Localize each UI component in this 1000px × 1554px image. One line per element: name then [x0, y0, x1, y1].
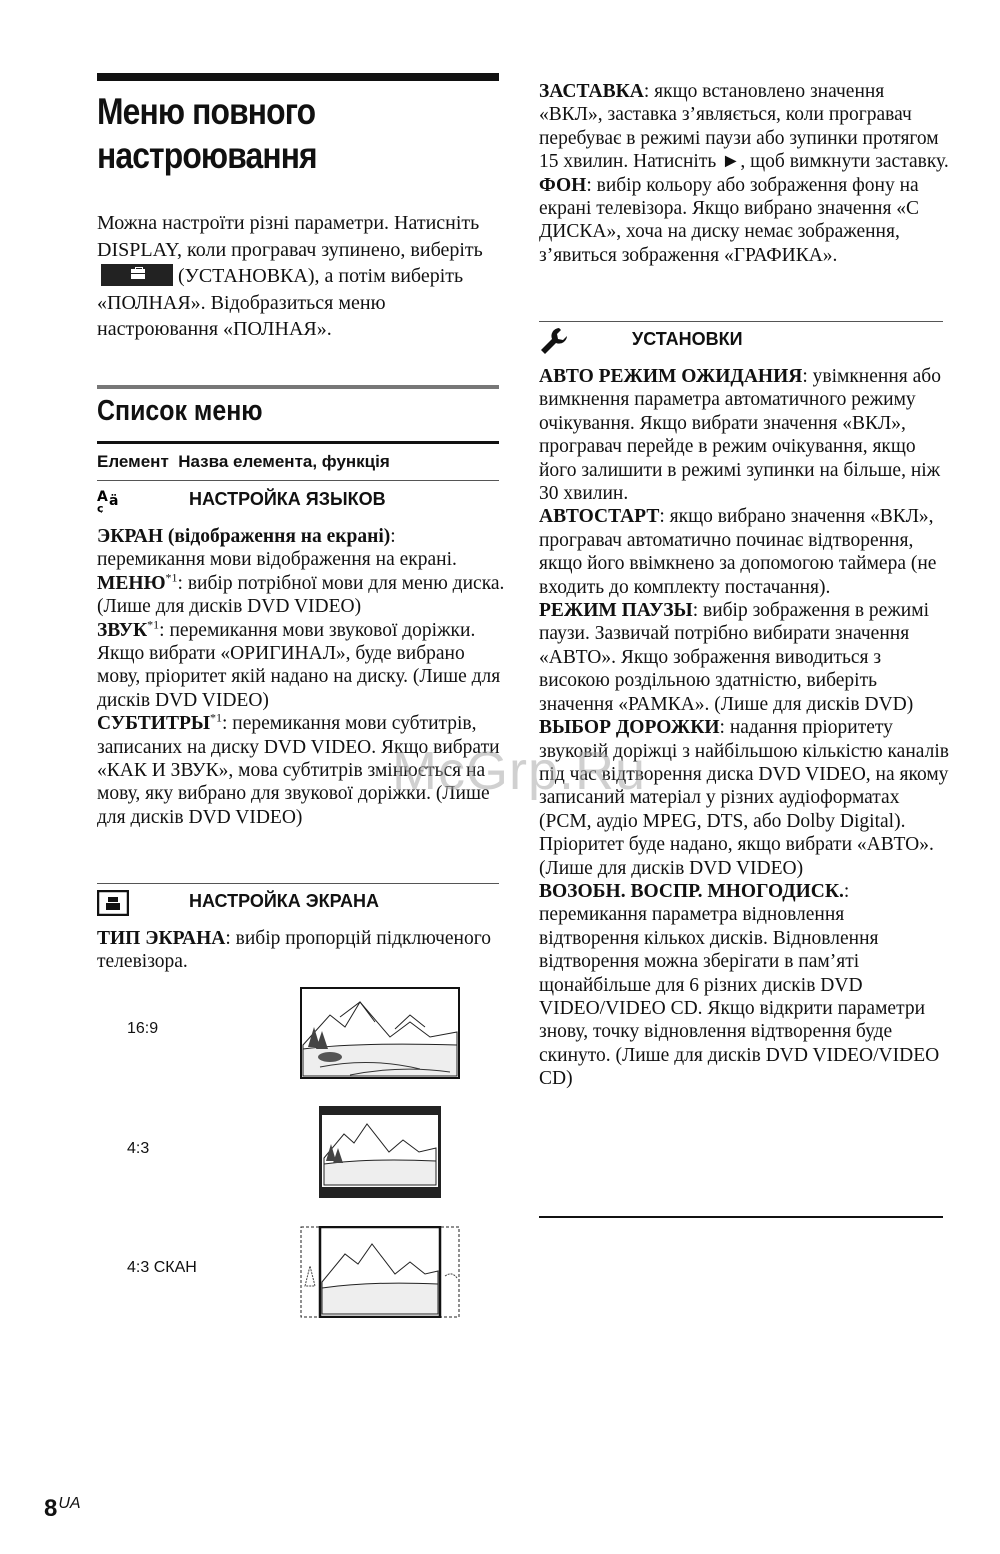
list-item: ЗВУК$^{*1}$: перемикання мови звукової доріжки. Якщо вибрати «ОРИГИНАЛ», буде вибрано мову, пріоритет якій надано на диску. (Лише для дисків DVD VIDEO)	[97, 617, 501, 711]
wrench-icon	[539, 326, 569, 361]
toolbox-icon	[101, 264, 173, 286]
language-section-title: НАСТРОЙКА ЯЗЫКОВ	[189, 489, 386, 509]
divider	[97, 480, 499, 481]
menu-list-title: Список меню	[97, 395, 263, 427]
svg-text:A: A	[97, 489, 108, 505]
widescreen-illustration	[300, 987, 460, 1079]
title-rule	[97, 73, 499, 81]
list-item: ТИП ЭКРАНА: вибір пропорцій підключеного телевізора.	[97, 928, 491, 973]
svg-text:ä: ä	[109, 493, 119, 509]
standard-screen-illustration	[319, 1106, 441, 1198]
table-header: Елемент Назва елемента, функція	[97, 452, 390, 471]
screen-type-label: 4:3	[127, 1140, 150, 1157]
list-item: АВТОСТАРТ: якщо вибрано значення «ВКЛ», програвач автоматично починає відтворення, якщо його ввімкнено за допомогою таймера (не входить до комплекту постачання).	[539, 506, 937, 598]
intro-paragraph: Можна настроїти різні параметри. Натисніть DISPLAY, коли програвач зупинено, виберіть (УСТАНОВКА), а потім виберіть «ПОЛНАЯ». Відобразиться меню настроювання «ПОЛНАЯ».	[97, 212, 483, 340]
screen-type-label: 16:9	[127, 1020, 159, 1037]
page-number: $8^{UA}$	[44, 1495, 81, 1522]
table-rule	[97, 441, 499, 444]
screen-type-label: 4:3 СКАН	[127, 1259, 197, 1276]
list-item: АВТО РЕЖИМ ОЖИДАНИЯ: увімкнення або вимкнення параметра автоматичного режиму очікування. Якщо вибрати значення «ВКЛ», програвач перейде в режим очікування, якщо його залишити в режимі зупинки на більше, ніж 30 хвилин.	[539, 366, 941, 505]
divider	[539, 321, 943, 322]
divider	[97, 883, 499, 884]
display-continued-items	[539, 80, 949, 267]
list-item: ЗАСТАВКА: якщо встановлено значення «ВКЛ», заставка з’являється, коли програвач перебуває в режимі паузи або зупинки протягом 15 хвилин. Натисніть ►, щоб вимкнути заставку.	[539, 81, 949, 173]
screen-section-title: НАСТРОЙКА ЭКРАНА	[189, 891, 380, 911]
pan-scan-illustration	[300, 1226, 460, 1318]
settings-items	[539, 365, 949, 1091]
list-item: ФОН: вибір кольору або зображення фону на екрані телевізора. Якщо вибрано значення «С ДИСКА», хоча на диску немає зображення, з’явиться зображення «ГРАФИКА».	[539, 174, 920, 266]
list-item: ВЫБОР ДОРОЖКИ: надання пріоритету звуковій доріжці з найбільшою кількістю каналів під час відтворення диска DVD VIDEO, на якому записаний матеріал у різних аудіоформатах (PCM, аудіо MPEG, DTS, або Dolby Digital). Пріоритет буде надано, якщо вибрати «АВТО». (Лише для дисків DVD VIDEO)	[539, 717, 949, 879]
list-item: СУБТИТРЫ$^{*1}$: перемикання мови субтитрів, записаних на диску DVD VIDEO. Якщо вибрати «КАК И ЗВУК», мова субтитрів змінюється на мову, яку вибрано для звукової доріжки. (Лише для дисків DVD VIDEO)	[97, 710, 500, 828]
section-rule	[97, 385, 499, 389]
divider	[539, 1216, 943, 1218]
list-item: ВОЗОБН. ВОСПР. МНОГОДИСК.: перемикання параметра відновлення відтворення кількох дисків. Відновлення відтворення можна зберігати в пам’яті щонайбільше для 6 різних дисків DVD VIDEO/VIDEO CD. Якщо відкрити параметри знову, точку відновлення відтворення буде скинуто. (Лише для дисків DVD VIDEO/VIDEO CD)	[539, 880, 940, 1090]
list-item: ЭКРАН (відображення на екрані): перемикання мови відображення на екрані.	[97, 526, 457, 571]
language-icon	[97, 487, 127, 518]
settings-section-title: УСТАНОВКИ	[632, 329, 743, 349]
list-item: МЕНЮ$^{*1}$: вибір потрібної мови для меню диска. (Лише для дисків DVD VIDEO)	[97, 570, 505, 618]
svg-text:ç: ç	[97, 502, 104, 513]
screen-icon	[97, 890, 129, 921]
screen-items	[97, 927, 507, 974]
page-title: Меню повного настроювання	[97, 91, 317, 176]
watermark: McGrp.Ru	[392, 741, 647, 801]
list-item: РЕЖИМ ПАУЗЫ: вибір зображення в режимі паузи. Зазвичай потрібно вибирати значення «АВТО». Якщо зображення виводиться з високою роздільною здатністю, виберіть значення «РАМКА». (Лише для дисків DVD)	[539, 600, 929, 715]
